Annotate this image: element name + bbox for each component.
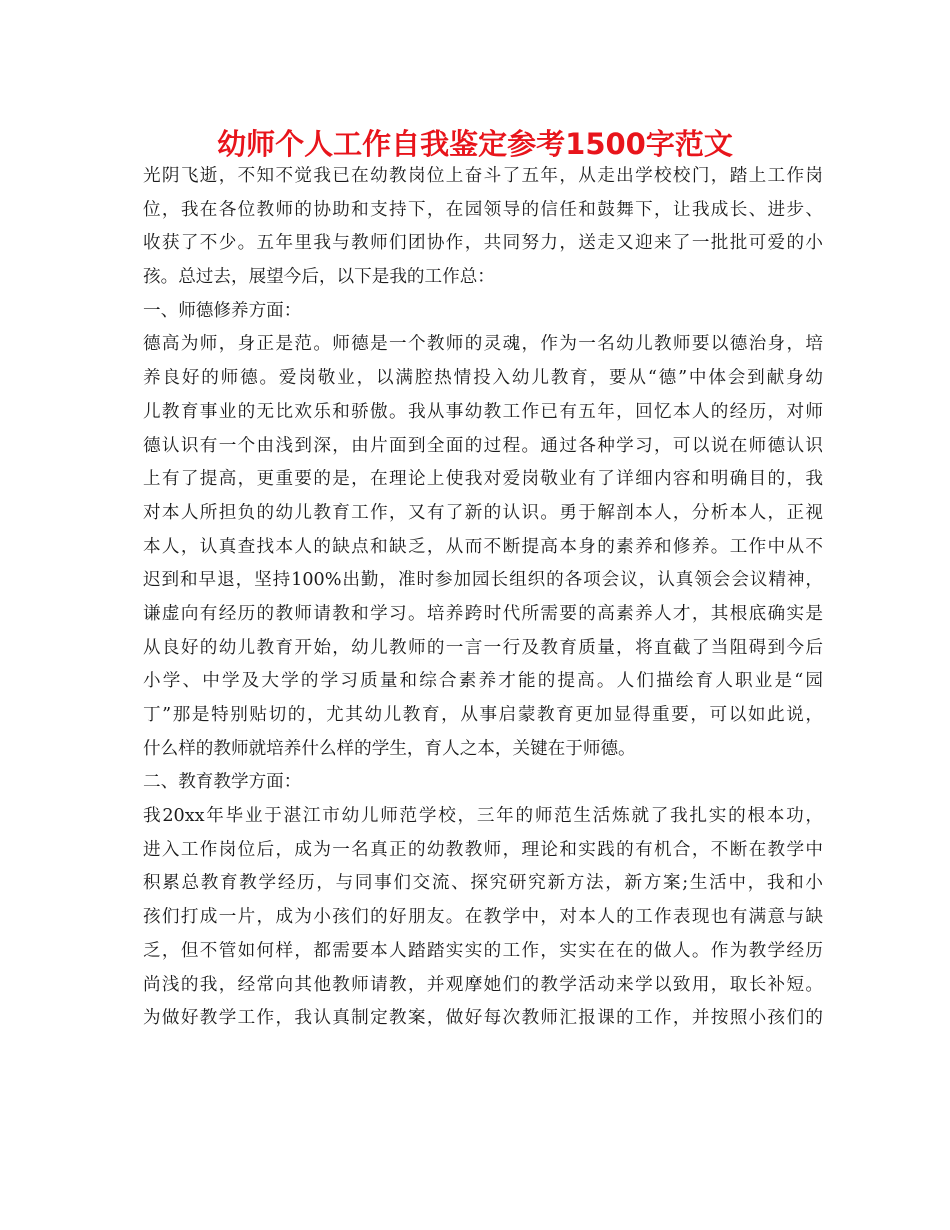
text-line: 一、师德修养方面： bbox=[143, 300, 302, 321]
text-line: 什么样的教师就培养什么样的学生，育人之本，关键在于师德。 bbox=[143, 738, 636, 759]
text-line: 我20xx年毕业于湛江市幼儿师范学校，三年的师范生活炼就了我扎实的根本功， bbox=[143, 806, 823, 827]
text-line: 儿教育事业的无比欢乐和骄傲。我从事幼教工作已有五年，回忆本人的经历，对师 bbox=[143, 401, 823, 422]
text-line: 位，我在各位教师的协助和支持下，在园领导的信任和鼓舞下，让我成长、进步、 bbox=[143, 199, 823, 220]
text-line: 二、教育教学方面： bbox=[143, 772, 302, 793]
text-line: 收获了不少。五年里我与教师们团协作，共同努力，送走又迎来了一批批可爱的小 bbox=[143, 233, 823, 254]
text-line: 谦虚向有经历的教师请教和学习。培养跨时代所需要的高素养人才，其根底确实是 bbox=[143, 603, 823, 624]
text-line: 德高为师，身正是范。师德是一个教师的灵魂，作为一名幼儿教师要以德治身，培 bbox=[143, 334, 823, 355]
text-line: 光阴飞逝，不知不觉我已在幼教岗位上奋斗了五年，从走出学校校门，踏上工作岗 bbox=[143, 166, 823, 186]
text-line: 德认识有一个由浅到深，由片面到全面的过程。通过各种学习，可以说在师德认识 bbox=[143, 435, 823, 456]
text-line: 养良好的师德。爱岗敬业，以满腔热情投入幼儿教育，要从“德”中体会到献身幼 bbox=[143, 368, 823, 389]
text-line: 乏，但不管如何样，都需要本人踏踏实实的工作，实实在在的做人。作为教学经历 bbox=[143, 940, 823, 961]
text-line: 小学、中学及大学的学习质量和综合素养才能的提高。人们描绘育人职业是“园 bbox=[143, 671, 823, 692]
text-line: 孩。总过去，展望今后，以下是我的工作总： bbox=[143, 267, 495, 288]
text-line: 尚浅的我，经常向其他教师请教，并观摩她们的教学活动来学以致用，取长补短。 bbox=[143, 974, 823, 995]
text-line: 从良好的幼儿教育开始，幼儿教师的一言一行及教育质量，将直截了当阻碍到今后 bbox=[143, 637, 823, 658]
text-line: 积累总教育教学经历，与同事们交流、探究研究新方法，新方案;生活中，我和小 bbox=[143, 873, 823, 894]
text-line: 本人，认真查找本人的缺点和缺乏，从而不断提高本身的素养和修养。工作中从不 bbox=[143, 536, 823, 557]
text-line: 为做好教学工作，我认真制定教案，做好每次教师汇报课的工作，并按照小孩们的 bbox=[143, 1008, 823, 1029]
text-line: 孩们打成一片，成为小孩们的好朋友。在教学中，对本人的工作表现也有满意与缺 bbox=[143, 907, 823, 928]
text-line: 迟到和早退，坚持100%出勤，准时参加园长组织的各项会议，认真领会会议精神， bbox=[143, 570, 823, 591]
text-line: 上有了提高，更重要的是，在理论上使我对爱岗敬业有了详细内容和明确目的，我 bbox=[143, 469, 823, 490]
document-body bbox=[143, 160, 823, 1036]
text-line: 丁”那是特别贴切的，尤其幼儿教育，从事启蒙教育更加显得重要，可以如此说， bbox=[143, 705, 823, 725]
text-line: 对本人所担负的幼儿教育工作，又有了新的认识。勇于解剖本人，分析本人，正视 bbox=[143, 502, 823, 523]
text-line: 进入工作岗位后，成为一名真正的幼教教师，理论和实践的有机合，不断在教学中 bbox=[143, 839, 823, 860]
document-title: 幼师个人工作自我鉴定参考1500字范文 bbox=[217, 127, 733, 161]
